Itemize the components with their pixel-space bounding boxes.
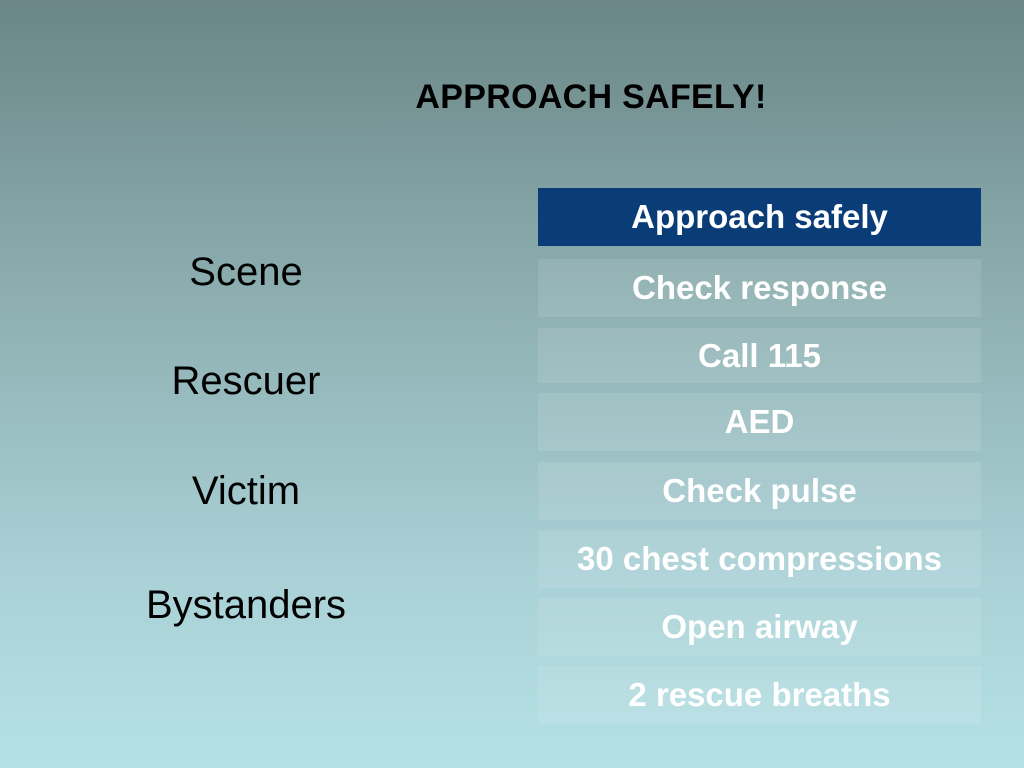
list-item-victim: Victim (191, 469, 301, 513)
step-label: Call 115 (698, 336, 821, 374)
step-label: 2 rescue breaths (628, 676, 891, 713)
step-open-airway (538, 598, 981, 656)
step-call-115 (538, 328, 981, 383)
step-label: 30 chest compressions (577, 540, 942, 577)
step-check-pulse (538, 462, 981, 520)
list-item-scene: Scene (189, 250, 303, 294)
step-aed (538, 393, 981, 451)
step-rescue-breaths (538, 666, 981, 724)
list-item-bystanders: Bystanders (145, 583, 347, 627)
step-label: Check response (632, 269, 887, 306)
list-item-rescuer: Rescuer (171, 359, 321, 403)
step-label: Check pulse (662, 472, 857, 509)
step-label: Approach safely (631, 198, 888, 235)
slide-title: APPROACH SAFELY! (415, 78, 767, 116)
step-label: Open airway (661, 608, 858, 645)
step-chest-compressions (538, 530, 981, 588)
step-approach-safely (538, 188, 981, 246)
step-label: AED (724, 403, 795, 440)
step-check-response (538, 259, 981, 317)
